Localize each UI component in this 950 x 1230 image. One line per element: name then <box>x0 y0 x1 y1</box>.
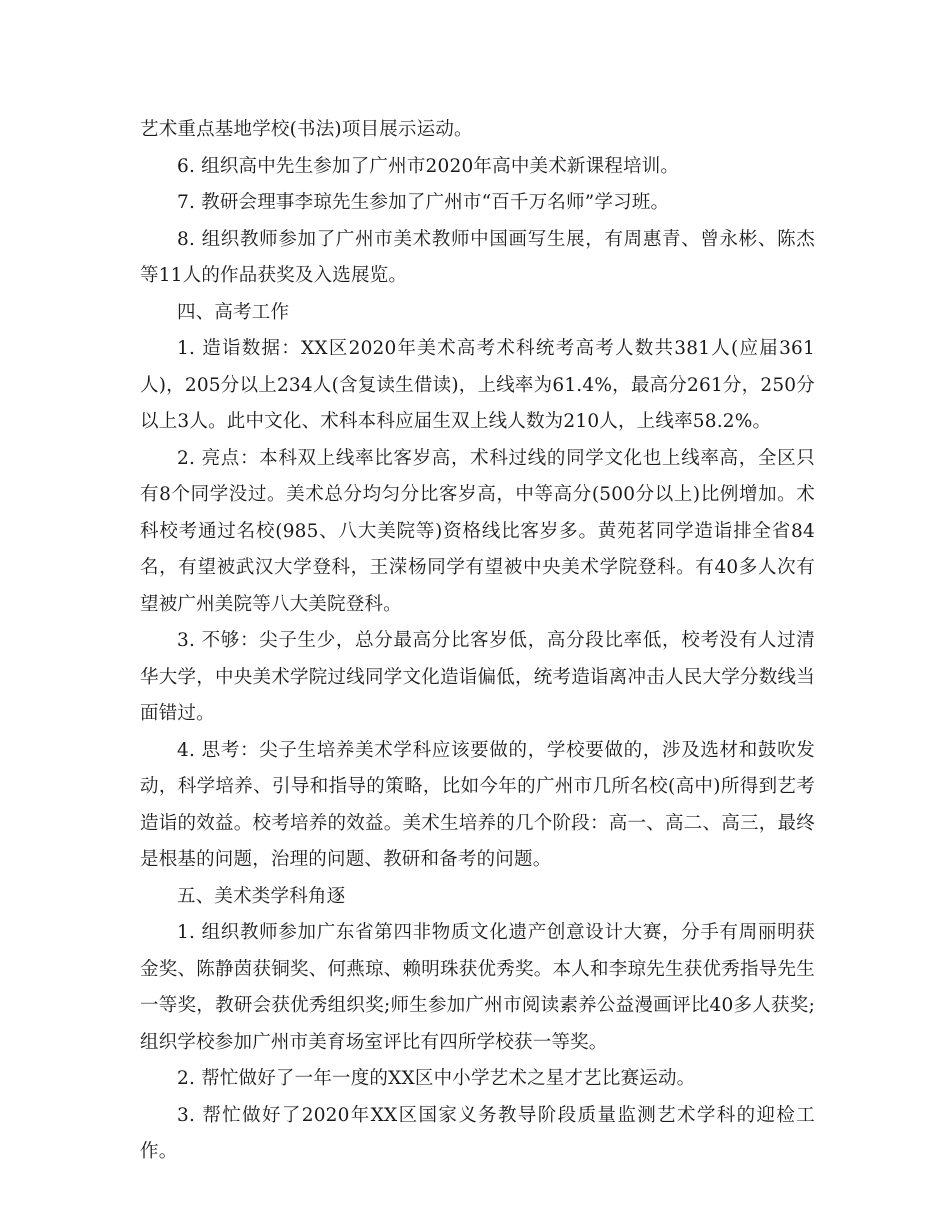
paragraph: 1. 造诣数据：XX区2020年美术高考术科统考高考人数共381人(应届361人)，205分以上234人(含复读生借读)，上线率为61.4%，最高分261分，250分以上3人。此中文化、术科本科应届生双上线人数为210人，上线率58.2%。 <box>140 338 815 432</box>
paragraph: 2. 亮点：本科双上线率比客岁高，术科过线的同学文化也上线率高，全区只有8个同学没过。美术总分均匀分比客岁高，中等高分(500分以上)比例增加。术科校考通过名校(985、八大美院等)资格线比客岁多。黄苑茗同学造诣排全省84名，有望被武汉大学登科，王溁杨同学有望被中央美术学院登科。有40多人次有望被广州美院等八大美院登科。 <box>140 447 815 615</box>
section-heading: 五、美术类学科角逐 <box>177 885 346 907</box>
paragraph: 2. 帮忙做好了一年一度的XX区中小学艺术之星才艺比赛运动。 <box>177 1068 696 1089</box>
section-heading: 四、高考工作 <box>177 301 290 323</box>
paragraph: 6. 组织高中先生参加了广州市2020年高中美术新课程培训。 <box>177 155 680 177</box>
paragraph: 1. 组织教师参加广东省第四非物质文化遗产创意设计大赛，分手有周丽明获金奖、陈静茵获铜奖、何燕琼、赖明珠获优秀奖。本人和李琼先生获优秀指导先生一等奖，教研会获优秀组织奖;师生参加广州市阅读素养公益漫画评比40多人获奖;组织学校参加广州市美育场室评比有四所学校获一等奖。 <box>140 922 815 1053</box>
paragraph: 艺术重点基地学校(书法)项目展示运动。 <box>140 119 473 140</box>
paragraph: 8. 组织教师参加了广州市美术教师中国画写生展，有周惠青、曾永彬、陈杰等11人的作品获奖及入选展览。 <box>140 228 815 286</box>
paragraph: 3. 帮忙做好了2020年XX区国家义务教导阶段质量监测艺术学科的迎检工作。 <box>140 1104 815 1162</box>
paragraph: 7. 教研会理事李琼先生参加了广州市“百千万名师”学习班。 <box>177 192 670 213</box>
paragraph: 3. 不够：尖子生少，总分最高分比客岁低，高分段比率低，校考没有人过清华大学，中央美术学院过线同学文化造诣偏低，统考造诣离冲击人民大学分数线当面错过。 <box>140 630 815 724</box>
paragraph: 4. 思考：尖子生培养美术学科应该要做的，学校要做的，涉及选材和鼓吹发动，科学培养、引导和指导的策略，比如今年的广州市几所名校(高中)所得到艺考造诣的效益。校考培养的效益。美术生培养的几个阶段：高一、高二、高三，最终是根基的问题，治理的问题、教研和备考的问题。 <box>140 739 815 870</box>
document-body <box>140 112 815 1171</box>
